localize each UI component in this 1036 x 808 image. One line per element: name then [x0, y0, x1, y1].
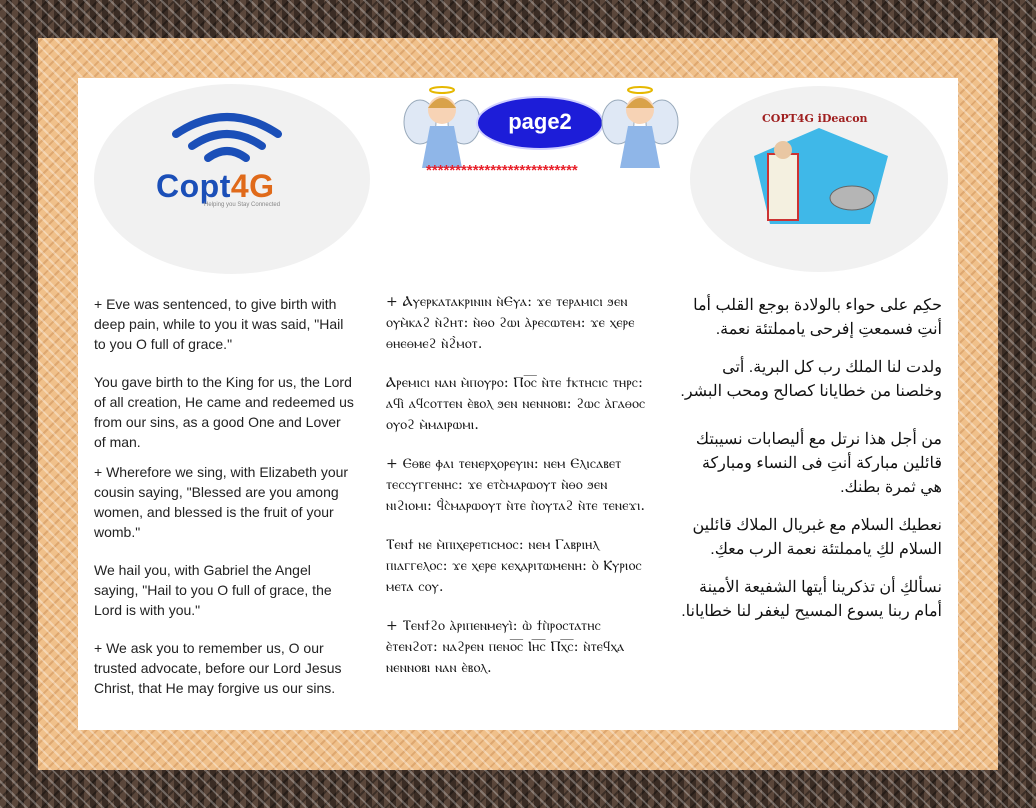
copt4g-tagline: Helping you Stay Connected: [204, 202, 281, 208]
coptic-verse: + Ⲧⲉⲛϯϩⲟ ⲁ̀ⲣⲓⲡⲉⲛⲙⲉⲩⲓ̀: ⲱ̀ ϯⲡ̀ⲣⲟⲥⲧⲁⲧⲏⲥ ⲉ̀ⲧⲉⲛϩⲟⲧ: ⲛⲁϩⲣⲉⲛ ⲡⲉⲛⲟ̅ⲥ̅ Ⲓⲏ̅ⲥ̅ Ⲡⲭ̅ⲥ̅: ⲛ̀ⲧⲉϥⲭⲁ ⲛⲉⲛⲛⲟⲃⲓ ⲛⲁⲛ ⲉ̀ⲃⲟⲗ.: [386, 618, 625, 676]
arabic-verse: ولدت لنا الملك رب كل البرية. أتى وخلصنا من خطايانا كصالح ومحب البشر.: [680, 359, 942, 400]
english-verse: We hail you, with Gabriel the Angel saying, "Hail to you O full of grace, the Lord is with you.": [94, 562, 332, 618]
copt4g-logo: [94, 84, 370, 274]
arabic-verse: حكِم على حواء بالولادة بوجع القلب أما أنتِ فسمعتِ إفرحى يامملتئة نعمة.: [693, 297, 942, 338]
english-verse: + We ask you to remember us, O our trusted advocate, before our Lord Jesus Christ, that He may forgive us our sins.: [94, 640, 342, 696]
angel-right-icon: [600, 82, 680, 172]
page-paper: [78, 78, 958, 730]
english-verse: You gave birth to the King for us, the Lord of all creation, He came and redeemed us from our sins, as a good One and Lover of man.: [94, 374, 354, 450]
star-divider: **************************: [426, 162, 578, 179]
ideacon-title: COPT4G iDeacon: [762, 112, 868, 125]
ideacon-logo: [690, 86, 948, 272]
coptic-verse: Ⲁⲣⲉⲙⲓⲥⲓ ⲛⲁⲛ ⲙ̀ⲡⲟⲩⲣⲟ: Ⲡⲟ̅ⲥ̅ ⲛ̀ⲧⲉ ϯⲕⲧⲏⲥⲓⲥ ⲧⲏⲣⲥ: ⲁϥⲓ̀ ⲁϥⲥⲟⲧⲧⲉⲛ ⲉ̀ⲃⲟⲗ ϧⲉⲛ ⲛⲉⲛⲛⲟⲃⲓ: ϩⲱⲥ ⲁ̀ⲅⲁⲑⲟⲥ ⲟⲩⲟϩ ⲙ̀ⲙⲁⲓⲣⲱⲙⲓ.: [386, 375, 646, 433]
wifi-cross-icon: [172, 110, 282, 170]
arabic-column: [676, 294, 942, 638]
copt4g-wordmark: Copt4G: [156, 168, 275, 204]
coptic-verse: + Ⲉⲑⲃⲉ ⲫⲁⲓ ⲧⲉⲛⲉⲣⲭⲟⲣⲉⲩⲓⲛ: ⲛⲉⲙ Ⲉⲗⲓⲥⲁⲃⲉⲧ ⲧⲉⲥⲥⲩⲅⲅⲉⲛⲏⲥ: ϫⲉ ⲉⲧⲥ̀ⲙⲁⲣⲱⲟⲩⲧ ⲛ̀ⲑⲟ ϧⲉⲛ ⲛⲓϩⲓⲟⲙⲓ: ϥ̀ⲥ̀ⲙⲁⲣⲱⲟⲩⲧ ⲛ̀ⲧⲉ ⲡ̀ⲟⲩⲧⲁϩ ⲛ̀ⲧⲉ ⲧⲉⲛⲉϫⲓ.: [386, 456, 646, 514]
english-verse: + Wherefore we sing, with Elizabeth your cousin saying, "Blessed are you among women, and blessed is the fruit of your womb.": [94, 464, 349, 540]
coptic-verse: + Ⲁⲩⲉⲣⲕⲁⲧⲁⲕⲣⲓⲛⲓⲛ ⲛ̀Ⲉⲩⲁ: ϫⲉ ⲧⲉⲣⲁⲙⲓⲥⲓ ϧⲉⲛ ⲟⲩⲙ̀ⲕⲁϩ ⲛ̀ϩⲏⲧ: ⲛ̀ⲑⲟ ϩⲱⲓ ⲁ̀ⲣⲉⲥⲱⲧⲉⲙ: ϫⲉ ⲭⲉⲣⲉ ⲑⲏⲉⲑⲙⲉϩ ⲛ̀ϩ̀ⲙⲟⲧ.: [386, 294, 635, 352]
deacon-pentagon-icon: [744, 126, 894, 226]
arabic-verse: نسألكِ أن تذكرينا أيتها الشفيعة الأمينة أمام ربنا يسوع المسيح ليغفر لنا خطايانا.: [681, 579, 942, 620]
angel-left-icon: [402, 82, 482, 172]
page-badge: page2: [476, 96, 604, 150]
coptic-verse: Ⲧⲉⲛϯ ⲛⲉ ⲙ̀ⲡⲓⲭⲉⲣⲉⲧⲓⲥⲙⲟⲥ: ⲛⲉⲙ Ⲅⲁⲃⲣⲓⲏⲗ ⲡⲓⲁⲅⲅⲉⲗⲟⲥ: ϫⲉ ⲭⲉⲣⲉ ⲕⲉⲭⲁⲣⲓⲧⲱⲙⲉⲛⲏ: ⲟ̀ Ⲕⲩⲣⲓⲟⲥ ⲙⲉⲧⲁ ⲥⲟⲩ.: [386, 537, 642, 595]
arabic-verse: نعطيك السلام مع غبريال الملاك قائلين السلام لكِ يامملتئة نعمة الرب معكِ.: [692, 517, 942, 558]
english-column: [94, 294, 354, 716]
english-verse: + Eve was sentenced, to give birth with deep pain, while to you it was said, "Hail to you O full of grace.": [94, 296, 344, 352]
coptic-column: [386, 292, 648, 697]
arabic-verse: من أجل هذا نرتل مع أليصابات نسيبتك قائلين مباركة أنتِ فى النساء ومباركة هي ثمرة بطنك.: [695, 431, 942, 496]
